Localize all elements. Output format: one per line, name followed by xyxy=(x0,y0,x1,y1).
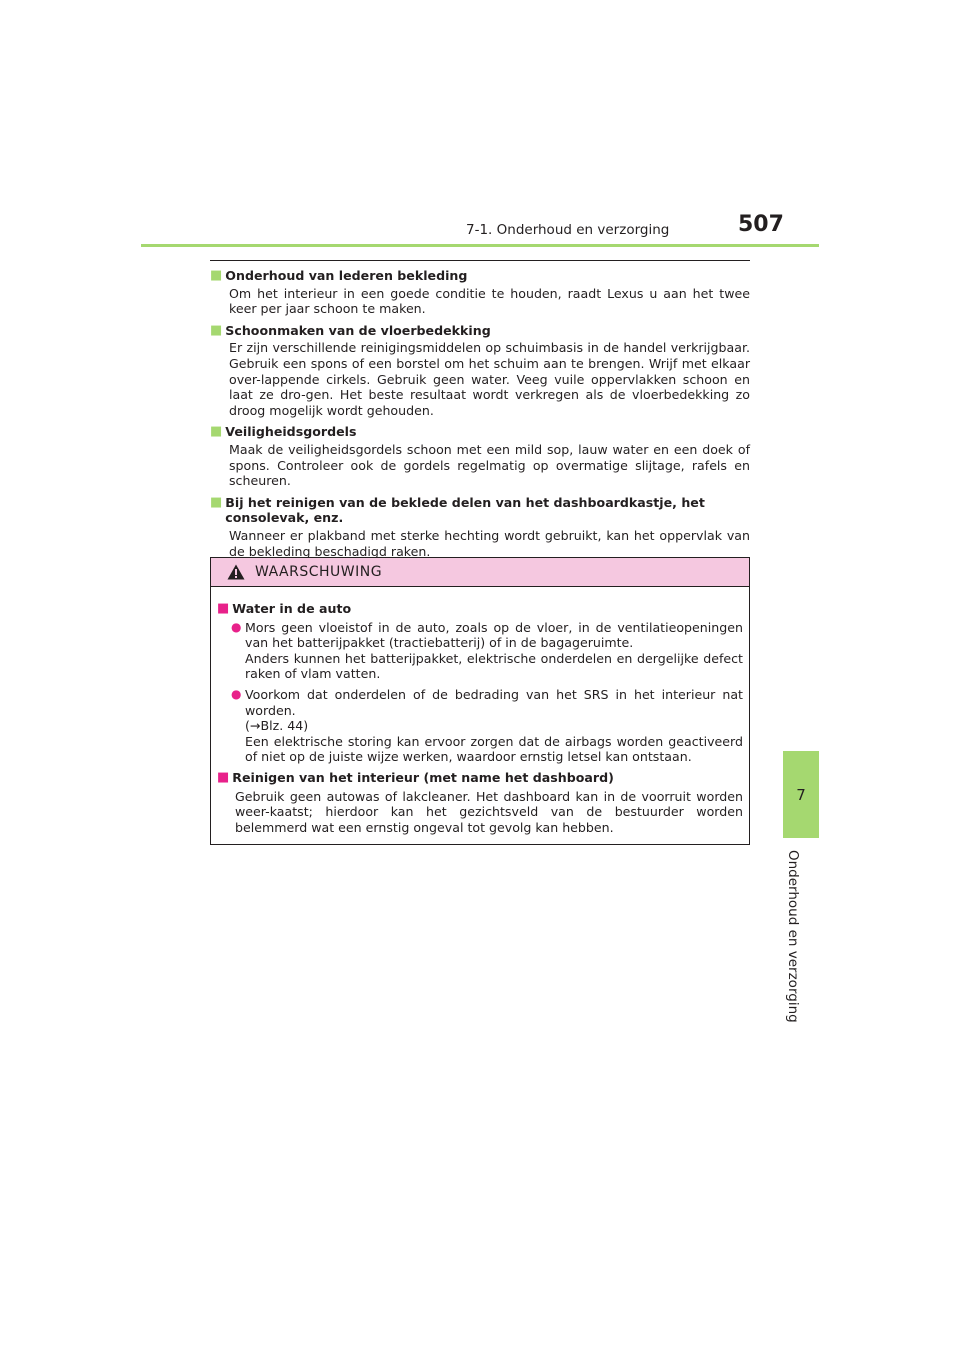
chapter-tab xyxy=(783,751,819,838)
item-heading: Veiligheidsgordels xyxy=(225,424,357,440)
item-heading: Schoonmaken van de vloerbedekking xyxy=(225,322,491,338)
page-header xyxy=(0,0,960,250)
warning-section-heading: Water in de auto xyxy=(232,601,352,616)
list-item xyxy=(210,424,750,488)
bullet-line: Anders kunnen het batterijpakket, elektrische onderdelen en dergelijke defect raken of vlam vatten. xyxy=(245,650,743,682)
item-heading: Onderhoud van lederen bekleding xyxy=(225,268,468,283)
warning-section-heading: Reinigen van het interieur (met name het dashboard) xyxy=(232,769,614,785)
bullet-line: Mors geen vloeistof in de auto, zoals op de vloer, in de ventilatieopeningen van het batterijpakket (tractiebatterij) of in de bagageruimte. xyxy=(245,619,743,651)
item-heading: Bij het reinigen van de beklede delen van het dashboardkastje, het consolevak, enz. xyxy=(225,494,705,526)
chapter-side-label xyxy=(781,850,821,1023)
dot-bullet-icon: ● xyxy=(231,686,242,701)
item-body: Er zijn verschillende reinigingsmiddelen op schuimbasis in de handel verkrijgbaar. Gebruik een spons of een borstel om het schuim aan te brengen. Wrijf met elkaar over-lappende cirkels. Gebruik geen water. Veeg vuile oppervlakken schoon en laat ze dro-gen. Het beste resultaat wordt verkregen als de vloerbedekking zo droog mogelijk wordt gehouden. xyxy=(229,340,750,418)
content-rule xyxy=(210,260,750,261)
warning-header xyxy=(211,558,749,587)
square-bullet-icon: ■ xyxy=(217,769,230,785)
list-item xyxy=(210,495,750,559)
section-title: 7-1. Onderhoud en verzorging xyxy=(466,222,670,238)
warning-triangle-icon xyxy=(227,564,245,580)
square-bullet-icon: ■ xyxy=(210,424,223,440)
bullet-line: Een elektrische storing kan ervoor zorgen dat de airbags worden geactiveerd of niet op de juiste wijze werken, waardoor ernstig letsel kan ontstaan. xyxy=(245,733,743,765)
warning-section-body: Gebruik geen autowas of lakcleaner. Het dashboard kan in de voorruit worden weer-kaatst; hierdoor kan het gezichtsveld van de bestuurder worden belemmerd wat een ernstig ongeval tot gevolg kan hebben. xyxy=(235,788,743,835)
warning-bullet xyxy=(217,620,743,682)
warning-box xyxy=(210,557,750,845)
page-reference-link[interactable]: (→Blz. 44) xyxy=(245,718,309,734)
item-body: Om het interieur in een goede conditie te houden, raadt Lexus u aan het twee keer per jaar schoon te maken. xyxy=(229,285,750,317)
chapter-label: Onderhoud en verzorging xyxy=(785,850,801,1023)
header-rule xyxy=(141,244,819,247)
chapter-number: 7 xyxy=(796,785,806,804)
square-bullet-icon: ■ xyxy=(210,494,223,510)
bullet-line: Voorkom dat onderdelen of de bedrading van het SRS in het interieur nat worden. xyxy=(245,686,743,718)
warning-title: WAARSCHUWING xyxy=(255,564,383,580)
warning-bullet xyxy=(217,687,743,765)
warning-body xyxy=(211,587,749,835)
main-content xyxy=(210,268,750,565)
dot-bullet-icon: ● xyxy=(231,619,242,634)
list-item xyxy=(210,323,750,419)
square-bullet-icon: ■ xyxy=(210,268,223,283)
item-body: Wanneer er plakband met sterke hechting wordt gebruikt, kan het oppervlak van de bekleding beschadigd raken. xyxy=(229,527,750,559)
item-body: Maak de veiligheidsgordels schoon met een mild sop, lauw water en een doek of spons. Controleer ook de gordels regelmatig op overmatige slijtage, rafels en scheuren. xyxy=(229,441,750,489)
list-item xyxy=(210,268,750,317)
page-number: 507 xyxy=(738,212,784,237)
square-bullet-icon: ■ xyxy=(210,322,223,338)
square-bullet-icon: ■ xyxy=(217,601,230,616)
